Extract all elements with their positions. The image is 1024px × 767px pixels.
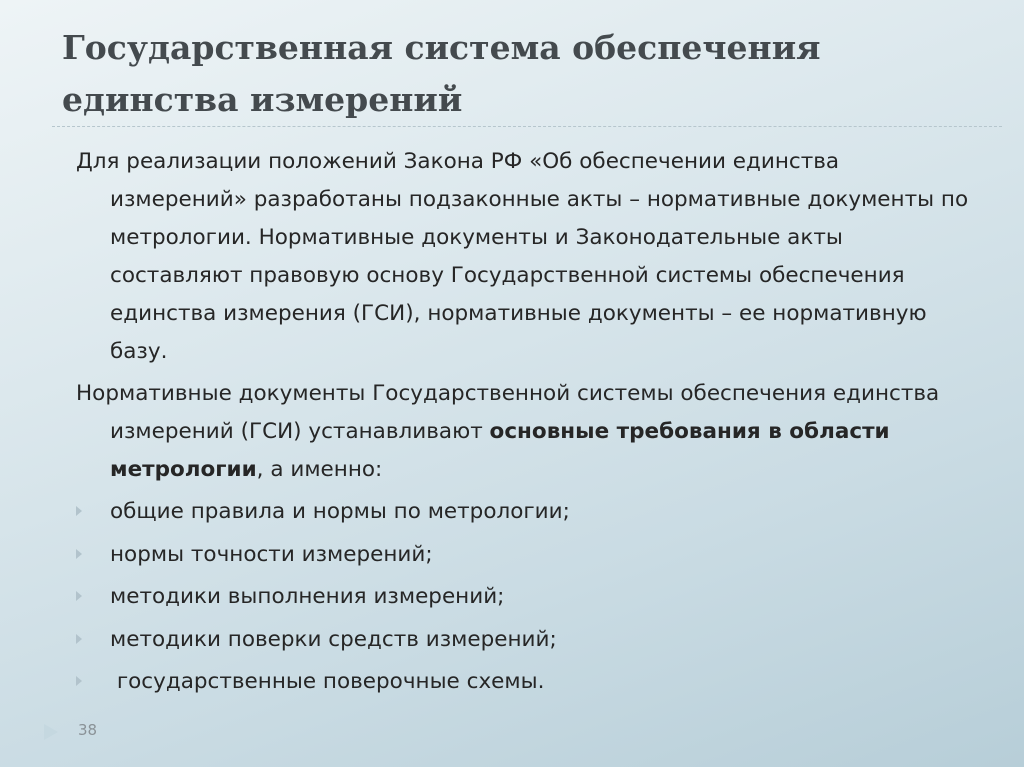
paragraph-2-text-start: Нормативные документы Государственной системы обеспечения единства измерений (ГСИ) устанавливают <box>76 381 940 444</box>
triangle-right-icon <box>76 634 82 644</box>
requirements-list <box>76 493 976 700</box>
triangle-right-icon <box>76 549 82 559</box>
triangle-right-icon <box>76 591 82 601</box>
title-divider <box>52 126 1002 127</box>
arrow-right-icon[interactable] <box>44 724 58 740</box>
triangle-right-icon <box>76 506 82 516</box>
list-item-text: нормы точности измерений; <box>110 541 433 567</box>
list-item <box>76 663 976 700</box>
list-item <box>76 493 976 530</box>
list-item-text: общие правила и нормы по метрологии; <box>110 499 570 524</box>
slide-title <box>62 22 962 126</box>
list-item <box>76 621 976 658</box>
slide-body <box>76 143 976 706</box>
list-item <box>76 536 976 573</box>
paragraph-2-bold-text: основные требования в области метрологии <box>110 419 890 482</box>
paragraph-1: Для реализации положений Закона РФ «Об обеспечении единства измерений» разработаны подзаконные акты – нормативные документы по метрологии. Нормативные документы и Законодательные акты составляют правовую основу Государственной системы обеспечения единства измерения (ГСИ), нормативные документы – ее нормативную базу. <box>76 149 969 364</box>
list-item-text: методики поверки средств измерений; <box>110 626 557 652</box>
list-item-text: методики выполнения измерений; <box>110 584 505 609</box>
page-number: 38 <box>78 721 98 739</box>
paragraph-2 <box>76 375 976 489</box>
list-item-text: государственные поверочные схемы. <box>110 669 545 694</box>
paragraph-2-text-end: , а именно: <box>256 457 383 482</box>
list-item <box>76 578 976 615</box>
triangle-right-icon <box>76 676 82 686</box>
title-line-2: единства измерений <box>62 80 463 119</box>
title-line-1: Государственная система обеспечения <box>62 28 821 67</box>
